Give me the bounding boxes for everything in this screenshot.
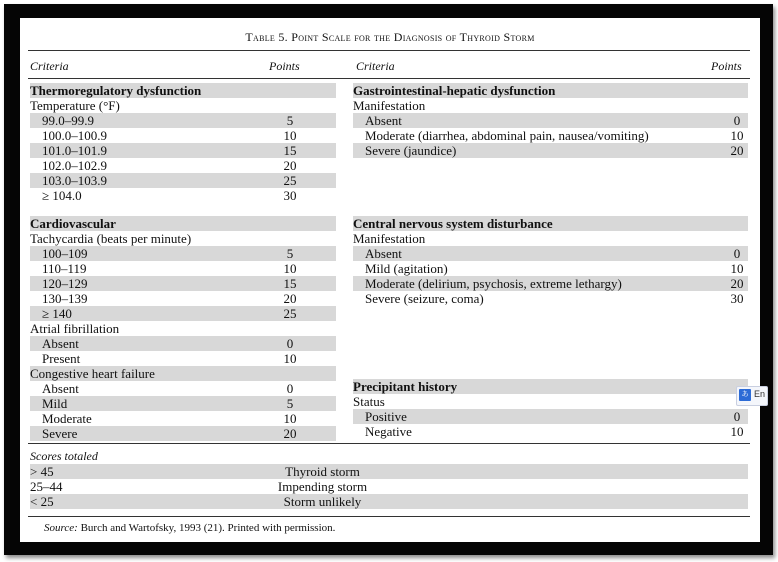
right-criteria-column	[353, 83, 748, 439]
points-value: 20	[283, 426, 297, 441]
row-gap	[353, 203, 748, 216]
criteria-row	[353, 409, 748, 424]
criteria-row	[30, 426, 336, 441]
criteria-label: Mild (agitation)	[365, 261, 448, 276]
subheading-row	[353, 394, 748, 409]
criteria-label: Present	[42, 351, 81, 366]
right-criteria-header: Criteria	[356, 59, 395, 73]
points-value: 20	[283, 158, 297, 173]
criteria-label: 120–129	[42, 276, 88, 291]
criteria-label: 101.0–101.9	[42, 143, 107, 158]
criteria-label: Manifestation	[353, 98, 426, 113]
criteria-label: 102.0–102.9	[42, 158, 107, 173]
subheading-row	[353, 98, 748, 113]
criteria-row	[353, 246, 748, 261]
criteria-row	[30, 276, 336, 291]
criteria-row	[30, 143, 336, 158]
section-heading-row	[30, 83, 336, 98]
criteria-label: 110–119	[42, 261, 87, 276]
criteria-row	[30, 381, 336, 396]
criteria-row	[353, 424, 748, 439]
criteria-row	[30, 128, 336, 143]
points-value: 10	[283, 128, 297, 143]
subheading-row	[30, 231, 336, 246]
criteria-row	[30, 411, 336, 426]
criteria-label: Positive	[365, 409, 407, 424]
table-title: Table 5. Point Scale for the Diagnosis of Thyroid Storm	[245, 30, 535, 44]
criteria-row	[30, 246, 336, 261]
criteria-label: 99.0–99.9	[42, 113, 94, 128]
points-value: 0	[286, 381, 294, 396]
subheading-row	[30, 321, 336, 336]
criteria-label: Absent	[365, 113, 402, 128]
points-value: 15	[283, 276, 297, 291]
criteria-label: Congestive heart failure	[30, 366, 155, 381]
score-row	[30, 479, 748, 494]
points-value: 30	[283, 188, 297, 203]
criteria-label: ≥ 104.0	[42, 188, 82, 203]
criteria-label: Tachycardia (beats per minute)	[30, 231, 192, 246]
source-rule	[28, 516, 750, 517]
criteria-label: Negative	[365, 424, 412, 439]
top-rule	[28, 50, 750, 51]
table-paper	[20, 18, 766, 542]
score-diagnosis: Impending storm	[277, 479, 368, 494]
row-spacer	[353, 158, 748, 203]
criteria-label: Mild	[42, 396, 68, 411]
score-diagnosis: Thyroid storm	[285, 464, 360, 479]
criteria-row	[30, 188, 336, 203]
points-value: 10	[730, 424, 744, 439]
criteria-row	[353, 143, 748, 158]
criteria-label: 103.0–103.9	[42, 173, 107, 188]
header-rule	[28, 78, 750, 79]
criteria-label: 100–109	[42, 246, 88, 261]
criteria-row	[30, 336, 336, 351]
subheading-row	[30, 98, 336, 113]
points-value: 10	[730, 261, 744, 276]
criteria-label: Status	[353, 394, 385, 409]
points-value: 25	[283, 306, 297, 321]
criteria-row	[353, 276, 748, 291]
criteria-row	[353, 128, 748, 143]
criteria-row	[30, 351, 336, 366]
source-note	[44, 522, 335, 534]
criteria-label: Severe	[42, 426, 78, 441]
section-heading-row	[30, 216, 336, 231]
points-value: 15	[283, 143, 297, 158]
image-frame	[4, 4, 773, 555]
left-criteria-column	[30, 83, 336, 441]
points-value: 0	[733, 246, 741, 261]
points-value: 5	[286, 396, 294, 411]
criteria-row	[353, 113, 748, 128]
score-diagnosis: Storm unlikely	[283, 494, 362, 509]
criteria-label: Central nervous system disturbance	[353, 216, 553, 231]
translate-widget-label: En	[754, 389, 766, 399]
section-heading-row	[353, 379, 748, 394]
criteria-row	[353, 291, 748, 306]
scores-section	[30, 449, 748, 509]
criteria-label: Moderate (diarrhea, abdominal pain, nausea/vomiting)	[365, 128, 649, 143]
points-value: 5	[286, 246, 294, 261]
criteria-label: Thermoregulatory dysfunction	[30, 83, 202, 98]
translate-widget[interactable]	[736, 386, 768, 406]
criteria-label: Severe (seizure, coma)	[365, 291, 484, 306]
source-text: Burch and Wartofsky, 1993 (21). Printed with permission.	[80, 522, 336, 534]
points-value: 0	[286, 336, 294, 351]
row-spacer	[353, 306, 748, 351]
row-gap	[30, 203, 336, 216]
criteria-label: 130–139	[42, 291, 88, 306]
points-value: 0	[733, 113, 741, 128]
criteria-row	[30, 291, 336, 306]
criteria-row	[353, 261, 748, 276]
score-row	[30, 494, 748, 509]
criteria-label: Moderate (delirium, psychosis, extreme lethargy)	[365, 276, 622, 291]
points-value: 20	[730, 143, 744, 158]
criteria-label: 100.0–100.9	[42, 128, 107, 143]
criteria-row	[30, 396, 336, 411]
criteria-row	[30, 158, 336, 173]
criteria-row	[30, 306, 336, 321]
criteria-label: Absent	[365, 246, 402, 261]
subheading-row	[353, 231, 748, 246]
score-range: > 45	[30, 464, 54, 479]
left-criteria-header: Criteria	[30, 59, 69, 73]
criteria-label: Manifestation	[353, 231, 426, 246]
criteria-row	[30, 261, 336, 276]
points-value: 20	[730, 276, 744, 291]
criteria-row	[30, 173, 336, 188]
points-value: 10	[730, 128, 744, 143]
points-value: 10	[283, 351, 297, 366]
points-value: 30	[730, 291, 744, 306]
criteria-label: Atrial fibrillation	[30, 321, 120, 336]
criteria-label: Gastrointestinal-hepatic dysfunction	[353, 83, 556, 98]
points-value: 20	[283, 291, 297, 306]
subheading-row	[30, 366, 336, 381]
source-label: Source:	[44, 522, 78, 534]
row-gap	[353, 351, 748, 379]
left-points-header: Points	[269, 59, 300, 73]
criteria-label: Cardiovascular	[30, 216, 116, 231]
translate-icon: あ	[739, 389, 751, 401]
criteria-label: ≥ 140	[42, 306, 72, 321]
criteria-label: Absent	[42, 381, 79, 396]
criteria-label: Precipitant history	[353, 379, 458, 394]
score-range: < 25	[30, 494, 54, 509]
points-value: 10	[283, 261, 297, 276]
criteria-label: Moderate	[42, 411, 92, 426]
criteria-label: Temperature (°F)	[30, 98, 120, 113]
score-row	[30, 464, 748, 479]
criteria-label: Absent	[42, 336, 79, 351]
criteria-row	[30, 113, 336, 128]
points-value: 0	[733, 409, 741, 424]
criteria-label: Severe (jaundice)	[365, 143, 457, 158]
points-value: 5	[286, 113, 294, 128]
scores-rule	[28, 443, 750, 444]
section-heading-row	[353, 216, 748, 231]
right-points-header: Points	[711, 59, 742, 73]
scores-title: Scores totaled	[30, 449, 98, 463]
points-value: 25	[283, 173, 297, 188]
score-range: 25–44	[30, 479, 63, 494]
section-heading-row	[353, 83, 748, 98]
points-value: 10	[283, 411, 297, 426]
